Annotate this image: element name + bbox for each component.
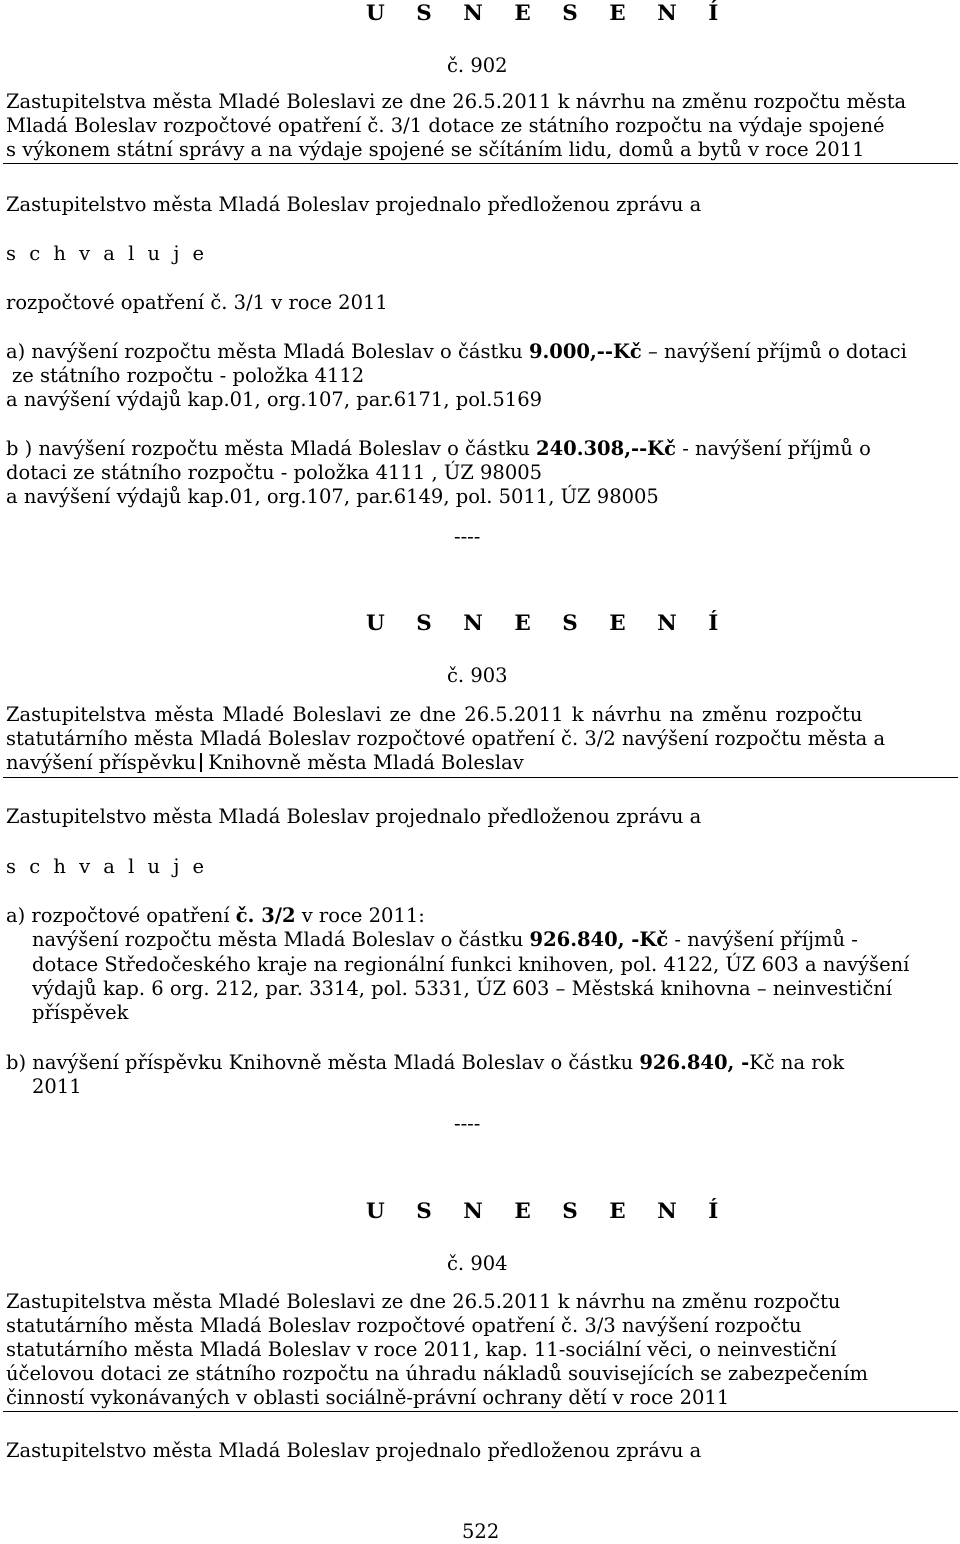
page-number: 522 [462,1520,500,1543]
resolution-904-title-line: činností vykonávaných v oblasti sociálně-právní ochrany dětí v roce 2011 [6,1386,730,1409]
resolution-903-item-a [6,904,425,928]
resolution-902-heading: U S N E S E N Í [366,1,731,26]
resolution-902-item-a-line: a navýšení výdajů kap.01, org.107, par.6171, pol.5169 [6,388,543,411]
item-a-amount: 9.000,--Kč [528,340,642,363]
resolution-902-title-underline [3,163,958,164]
item-b-text: b) navýšení příspěvku Knihovně města Mladá Boleslav o částku [6,1051,640,1074]
text-cursor-bar [200,753,202,772]
resolution-903-item-a-line: dotace Středočeského kraje na regionální funkci knihoven, pol. 4122, ÚZ 603 a navýšení [32,953,910,976]
resolution-902-item-b-line: a navýšení výdajů kap.01, org.107, par.6149, pol. 5011, ÚZ 98005 [6,485,659,508]
resolution-902-intro: Zastupitelstvo města Mladá Boleslav projednalo předloženou zprávu a [6,193,702,216]
item-b-text-end: - navýšení příjmů o [676,437,871,460]
resolution-902-item-b [6,437,871,461]
item-b-amount: 240.308,--Kč [536,437,676,460]
resolution-903-item-a-line [32,928,858,952]
resolution-903-item-a-line: příspěvek [32,1001,129,1024]
resolution-903-verb: s c h v a l u j e [6,855,205,878]
resolution-903-heading: U S N E S E N Í [366,611,731,636]
resolution-902-item-a [6,340,907,364]
item-a-text-end: v roce 2011: [295,904,425,927]
resolution-903-item-b-line: 2011 [32,1075,82,1098]
resolution-903-number: č. 903 [447,664,508,687]
resolution-904-title-line: Zastupitelstva města Mladé Boleslavi ze dne 26.5.2011 k návrhu na změnu rozpočtu [6,1290,841,1313]
resolution-904-title-line: statutárního města Mladá Boleslav v roce 2011, kap. 11-sociální věci, o neinvestiční [6,1338,837,1361]
item-a1-text-end: - navýšení příjmů - [668,928,858,951]
resolution-904-intro: Zastupitelstvo města Mladá Boleslav projednalo předloženou zprávu a [6,1439,702,1462]
resolution-902-title-line: s výkonem státní správy a na výdaje spojené se sčítáním lidu, domů a bytů v roce 2011 [6,138,865,161]
resolution-903-title-line [6,751,524,775]
resolution-902-measure: rozpočtové opatření č. 3/1 v roce 2011 [6,291,388,314]
resolution-904-number: č. 904 [447,1252,508,1275]
resolution-902-number: č. 902 [447,54,508,77]
item-a-number: č. 3/2 [235,904,296,927]
resolution-903-title-line: Zastupitelstva města Mladé Boleslavi ze dne 26.5.2011 k návrhu na změnu rozpočtu [6,703,863,726]
resolution-902-title-line: Zastupitelstva města Mladé Boleslavi ze dne 26.5.2011 k návrhu na změnu rozpočtu města [6,90,907,113]
resolution-904-title-line: statutárního města Mladá Boleslav rozpočtové opatření č. 3/3 navýšení rozpočtu [6,1314,802,1337]
item-b-text: b ) navýšení rozpočtu města Mladá Boleslav o částku [6,437,536,460]
resolution-904-heading: U S N E S E N Í [366,1199,731,1224]
resolution-902-verb: s c h v a l u j e [6,242,205,265]
resolution-903-title-underline [3,777,958,778]
item-a-text: a) rozpočtové opatření [6,904,236,927]
resolution-902-item-a-line: ze státního rozpočtu - položka 4112 [12,364,365,387]
resolution-902-item-b-line: dotaci ze státního rozpočtu - položka 4111 , ÚZ 98005 [6,461,543,484]
resolution-903-intro: Zastupitelstvo města Mladá Boleslav projednalo předloženou zprávu a [6,805,702,828]
item-b-amount: 926.840, - [639,1051,750,1074]
resolution-904-title-underline [3,1411,958,1412]
title-text-end: Knihovně města Mladá Boleslav [208,751,524,774]
resolution-902-title-line: Mladá Boleslav rozpočtové opatření č. 3/1 dotace ze státního rozpočtu na výdaje spojené [6,114,885,137]
item-a1-amount: 926.840, -Kč [529,928,669,951]
item-b-text-end: Kč na rok [749,1051,845,1074]
item-a-text-end: – navýšení příjmů o dotaci [641,340,907,363]
resolution-903-title-line: statutárního města Mladá Boleslav rozpočtové opatření č. 3/2 navýšení rozpočtu města a [6,727,886,750]
resolution-902-separator: ---- [454,525,481,548]
resolution-903-separator: ---- [454,1112,481,1135]
item-a1-text: navýšení rozpočtu města Mladá Boleslav o částku [32,928,530,951]
item-a-text: a) navýšení rozpočtu města Mladá Boleslav o částku [6,340,529,363]
resolution-903-item-a-line: výdajů kap. 6 org. 212, par. 3314, pol. 5331, ÚZ 603 – Městská knihovna – neinvestiční [32,977,893,1000]
resolution-903-item-b [6,1051,844,1075]
title-text: navýšení příspěvku [6,751,197,774]
resolution-904-title-line: účelovou dotaci ze státního rozpočtu na úhradu nákladů souvisejících se zabezpečením [6,1362,868,1385]
